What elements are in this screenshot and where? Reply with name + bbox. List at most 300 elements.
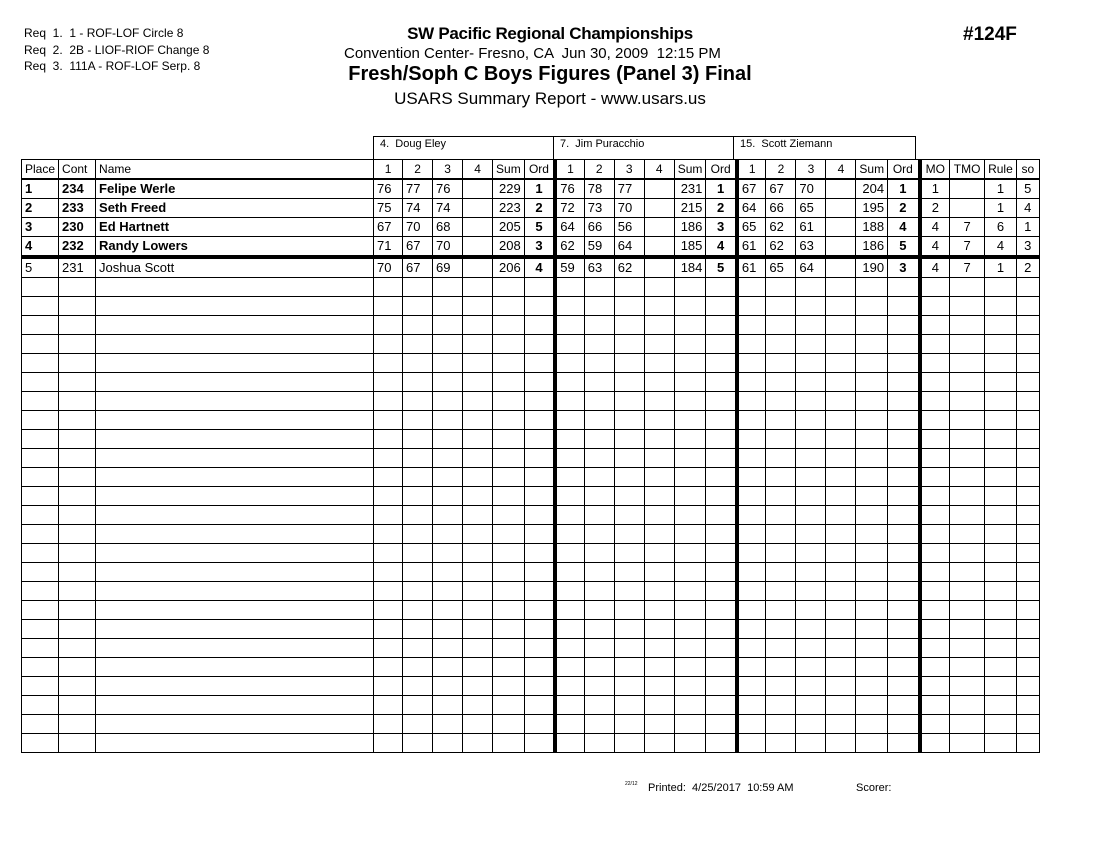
j3-score-1: 67 [737,179,766,199]
j1-score-1 [374,582,403,601]
j1-score-1 [374,620,403,639]
j3-sum [856,639,888,658]
j2-ord [706,411,737,430]
j1-score-4 [463,506,493,525]
j2-score-3 [614,525,644,544]
j3-score-1 [737,392,766,411]
name-cell: Randy Lowers [96,237,374,258]
j2-score-1 [555,487,584,506]
j3-score-1 [737,278,766,297]
j2-score-2: 73 [584,199,614,218]
j2-score-3 [614,392,644,411]
j1-score-3 [433,563,463,582]
j1-ord [524,601,555,620]
mo-cell [920,677,950,696]
place-cell [22,563,59,582]
cont-cell [59,297,96,316]
col-j3-1: 1 [737,160,766,180]
rule-cell [985,392,1017,411]
cont-cell [59,316,96,335]
j1-score-4 [463,316,493,335]
j1-score-4 [463,715,493,734]
j3-score-3: 63 [796,237,826,258]
place-cell [22,658,59,677]
j3-ord [888,449,920,468]
j3-score-4 [826,525,856,544]
rule-cell [985,449,1017,468]
j3-score-2 [766,506,796,525]
tmo-cell [950,179,985,199]
j3-ord [888,696,920,715]
j3-score-2 [766,525,796,544]
place-cell [22,677,59,696]
j1-score-3 [433,696,463,715]
empty-row [22,411,1040,430]
j2-ord [706,506,737,525]
empty-row [22,544,1040,563]
j2-score-4 [644,449,674,468]
j3-score-2: 66 [766,199,796,218]
j3-score-4 [826,734,856,753]
empty-row [22,316,1040,335]
j1-score-4 [463,620,493,639]
j3-score-3 [796,297,826,316]
mo-cell: 4 [920,257,950,278]
j1-ord [524,411,555,430]
j2-sum [674,335,706,354]
j3-ord: 2 [888,199,920,218]
j2-score-1 [555,677,584,696]
tmo-cell: 7 [950,257,985,278]
j1-score-3: 76 [433,179,463,199]
j3-score-4 [826,658,856,677]
rule-cell [985,620,1017,639]
mo-cell [920,316,950,335]
so-cell [1016,297,1039,316]
place-cell [22,392,59,411]
j2-score-4 [644,430,674,449]
j1-sum [493,468,525,487]
j2-ord [706,278,737,297]
rule-cell [985,373,1017,392]
place-cell: 3 [22,218,59,237]
j2-score-2 [584,734,614,753]
place-cell [22,468,59,487]
j2-ord: 2 [706,199,737,218]
rule-cell [985,639,1017,658]
j3-sum [856,297,888,316]
place-cell [22,411,59,430]
j3-score-4 [826,715,856,734]
j3-score-3 [796,715,826,734]
j2-sum [674,715,706,734]
col-cont: Cont [59,160,96,180]
j3-score-2 [766,582,796,601]
so-cell [1016,335,1039,354]
j2-ord [706,335,737,354]
table-row [22,218,1040,237]
j3-score-4 [826,411,856,430]
j3-score-3 [796,449,826,468]
j1-score-1 [374,487,403,506]
j3-ord [888,677,920,696]
j2-score-1: 64 [555,218,584,237]
j1-ord [524,354,555,373]
j2-ord [706,677,737,696]
tmo-cell [950,563,985,582]
empty-row [22,354,1040,373]
j2-sum: 231 [674,179,706,199]
results-table [21,159,1040,753]
j2-score-3 [614,278,644,297]
j1-score-2 [403,335,433,354]
j2-score-1 [555,544,584,563]
j1-score-1 [374,278,403,297]
j1-ord [524,316,555,335]
j3-sum: 190 [856,257,888,278]
j3-ord [888,658,920,677]
j2-score-1: 76 [555,179,584,199]
place-cell [22,582,59,601]
j2-ord: 5 [706,257,737,278]
j3-ord [888,506,920,525]
col-j1-sum: Sum [493,160,525,180]
mo-cell [920,601,950,620]
j3-sum: 195 [856,199,888,218]
j3-score-4 [826,639,856,658]
j2-score-2 [584,696,614,715]
j1-ord [524,506,555,525]
j2-score-4 [644,218,674,237]
rule-cell [985,506,1017,525]
place-cell [22,506,59,525]
j1-score-3 [433,715,463,734]
j3-score-4 [826,316,856,335]
j2-score-2 [584,335,614,354]
empty-row [22,373,1040,392]
j1-sum [493,677,525,696]
j2-sum [674,563,706,582]
j1-ord [524,297,555,316]
empty-row [22,620,1040,639]
j2-score-1: 59 [555,257,584,278]
so-cell [1016,620,1039,639]
tmo-cell [950,297,985,316]
j1-sum: 229 [493,179,525,199]
j2-score-4 [644,563,674,582]
j1-ord [524,278,555,297]
scorer-label: Scorer: [856,782,892,794]
j1-sum [493,563,525,582]
j2-score-4 [644,639,674,658]
j3-score-3 [796,411,826,430]
so-cell: 2 [1016,257,1039,278]
j2-score-1 [555,335,584,354]
cont-cell: 231 [59,257,96,278]
mo-cell [920,468,950,487]
j3-score-4 [826,179,856,199]
mo-cell [920,297,950,316]
j1-sum [493,525,525,544]
name-cell [96,335,374,354]
name-cell [96,658,374,677]
j2-score-3 [614,544,644,563]
j1-ord [524,658,555,677]
j3-ord [888,392,920,411]
j2-sum [674,734,706,753]
col-j3-4: 4 [826,160,856,180]
name-cell [96,715,374,734]
judge-header-1 [373,136,554,160]
j3-score-2 [766,449,796,468]
cont-cell: 230 [59,218,96,237]
mo-cell: 1 [920,179,950,199]
j3-score-4 [826,696,856,715]
tmo-cell [950,430,985,449]
j1-score-3 [433,335,463,354]
j2-score-1 [555,639,584,658]
j3-sum [856,658,888,677]
tmo-cell [950,734,985,753]
name-cell [96,411,374,430]
name-cell [96,354,374,373]
j2-score-4 [644,373,674,392]
j1-score-2 [403,525,433,544]
j3-score-1 [737,601,766,620]
j1-score-2 [403,563,433,582]
j1-score-2 [403,278,433,297]
j3-score-2 [766,601,796,620]
j2-score-1 [555,620,584,639]
j3-sum [856,582,888,601]
j2-score-4 [644,411,674,430]
j3-score-3 [796,601,826,620]
j3-score-1: 61 [737,237,766,258]
rule-cell [985,430,1017,449]
j3-score-4 [826,237,856,258]
j2-score-2 [584,278,614,297]
cont-cell [59,639,96,658]
j3-ord [888,335,920,354]
j3-sum [856,430,888,449]
so-cell [1016,639,1039,658]
name-cell [96,639,374,658]
j3-score-1 [737,563,766,582]
j2-sum [674,487,706,506]
j2-score-3 [614,373,644,392]
j1-ord [524,639,555,658]
j3-sum [856,734,888,753]
j3-score-2 [766,639,796,658]
j3-score-2 [766,715,796,734]
j1-score-2 [403,677,433,696]
name-cell [96,620,374,639]
j2-score-4 [644,658,674,677]
j1-score-4 [463,278,493,297]
rule-cell [985,658,1017,677]
tmo-cell [950,639,985,658]
j2-score-4 [644,544,674,563]
j3-sum [856,544,888,563]
name-cell [96,601,374,620]
j2-score-1 [555,715,584,734]
col-j2-3: 3 [614,160,644,180]
so-cell [1016,411,1039,430]
j2-score-4 [644,237,674,258]
j1-score-1 [374,734,403,753]
so-cell [1016,278,1039,297]
j1-score-1: 70 [374,257,403,278]
j2-score-4 [644,179,674,199]
j3-score-4 [826,677,856,696]
name-cell [96,297,374,316]
mo-cell: 2 [920,199,950,218]
j1-sum [493,373,525,392]
j2-sum [674,544,706,563]
j3-ord [888,582,920,601]
name-cell [96,449,374,468]
j2-score-1 [555,411,584,430]
judge-header-3 [733,136,916,160]
j3-score-4 [826,392,856,411]
j2-ord: 1 [706,179,737,199]
j1-score-1 [374,373,403,392]
rule-cell [985,525,1017,544]
j2-sum [674,677,706,696]
name-cell [96,487,374,506]
cont-cell [59,601,96,620]
j2-ord [706,449,737,468]
name-cell [96,430,374,449]
col-j3-ord: Ord [888,160,920,180]
so-cell [1016,468,1039,487]
j3-score-1 [737,354,766,373]
j3-sum [856,696,888,715]
rule-cell [985,297,1017,316]
j1-score-1 [374,392,403,411]
j2-score-1 [555,563,584,582]
j2-sum [674,411,706,430]
tmo-cell [950,411,985,430]
rule-cell: 1 [985,257,1017,278]
place-cell [22,316,59,335]
j3-score-2 [766,487,796,506]
j3-ord [888,278,920,297]
j2-score-2 [584,658,614,677]
j3-ord [888,601,920,620]
j3-score-3 [796,392,826,411]
j1-sum [493,601,525,620]
cont-cell [59,354,96,373]
tmo-cell [950,316,985,335]
place-cell [22,449,59,468]
rule-cell [985,544,1017,563]
j2-sum [674,297,706,316]
j2-score-2: 63 [584,257,614,278]
empty-row [22,601,1040,620]
j1-score-3 [433,278,463,297]
j2-score-3 [614,411,644,430]
mo-cell [920,696,950,715]
j1-score-3 [433,487,463,506]
j3-score-1 [737,525,766,544]
j2-score-4 [644,677,674,696]
table-row [22,199,1040,218]
j2-sum [674,392,706,411]
name-cell [96,525,374,544]
j2-score-3: 64 [614,237,644,258]
j1-score-4 [463,734,493,753]
j1-ord [524,620,555,639]
j2-ord [706,525,737,544]
j1-ord [524,449,555,468]
j3-ord [888,563,920,582]
j1-sum [493,430,525,449]
j3-score-3 [796,373,826,392]
j3-ord: 4 [888,218,920,237]
mo-cell [920,506,950,525]
j1-score-3 [433,354,463,373]
j2-score-4 [644,601,674,620]
j3-sum: 204 [856,179,888,199]
j1-score-4 [463,373,493,392]
tmo-cell [950,354,985,373]
j1-sum [493,639,525,658]
j1-score-2 [403,411,433,430]
name-cell [96,316,374,335]
requirement-2: Req 2. 2B - LIOF-RIOF Change 8 [24,42,210,57]
j1-score-2: 74 [403,199,433,218]
empty-row [22,430,1040,449]
j3-score-3 [796,468,826,487]
empty-row [22,487,1040,506]
j1-score-4 [463,582,493,601]
j2-score-1 [555,278,584,297]
place-cell [22,297,59,316]
j2-score-1 [555,392,584,411]
empty-row [22,278,1040,297]
j3-score-4 [826,335,856,354]
name-cell [96,677,374,696]
rule-cell [985,411,1017,430]
j2-score-3 [614,658,644,677]
empty-row [22,639,1040,658]
j2-score-2: 59 [584,237,614,258]
tmo-cell [950,677,985,696]
j3-ord [888,316,920,335]
tmo-cell [950,696,985,715]
j1-ord [524,373,555,392]
tmo-cell [950,449,985,468]
j1-score-1 [374,335,403,354]
j2-score-3 [614,468,644,487]
j2-sum: 185 [674,237,706,258]
name-cell [96,696,374,715]
j1-score-3 [433,734,463,753]
j3-sum [856,525,888,544]
empty-row [22,525,1040,544]
j2-score-2 [584,392,614,411]
j1-ord [524,677,555,696]
j3-sum [856,316,888,335]
cont-cell [59,373,96,392]
j1-score-2: 67 [403,257,433,278]
event-number: #124F [963,24,1017,45]
col-j2-1: 1 [555,160,584,180]
j1-score-4 [463,335,493,354]
j1-score-4 [463,601,493,620]
j2-score-1 [555,582,584,601]
